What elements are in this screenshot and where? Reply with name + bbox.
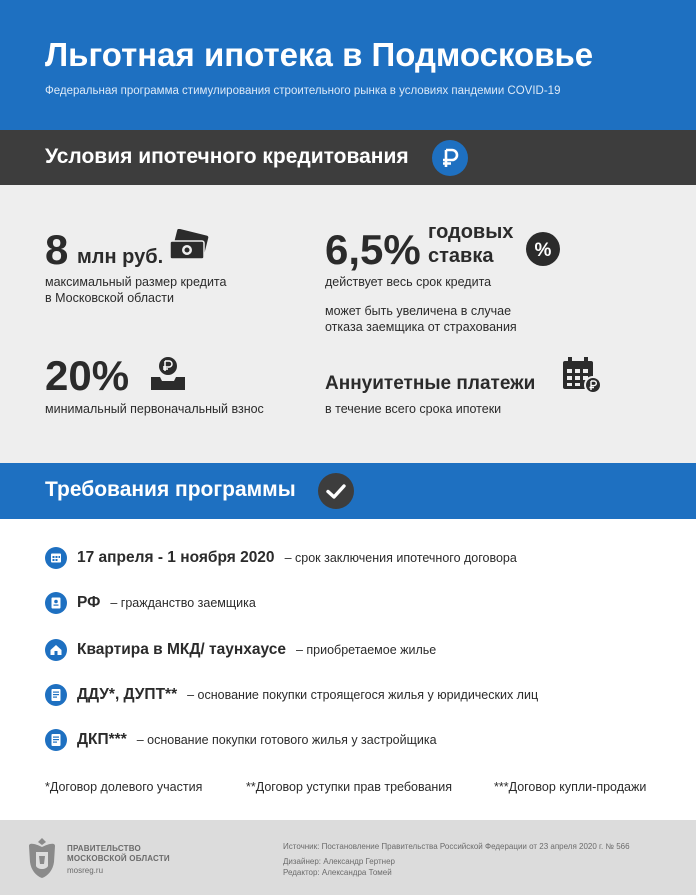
ruble-icon	[432, 140, 468, 176]
requirement-bold: РФ	[77, 594, 101, 611]
requirement-item	[45, 591, 256, 615]
requirement-item	[45, 638, 436, 662]
passport-icon	[45, 592, 67, 614]
requirement-bold: Квартира в МКД/ таунхаусе	[77, 641, 286, 658]
requirement-item	[45, 683, 538, 707]
footer-org-line1: ПРАВИТЕЛЬСТВО	[67, 844, 141, 853]
rate-note-line1: может быть увеличена в случае	[325, 304, 512, 318]
document-icon	[45, 684, 67, 706]
footer-site-link[interactable]: mosreg.ru	[67, 866, 104, 875]
requirement-desc: – приобретаемое жилье	[295, 643, 437, 657]
requirement-item	[45, 728, 437, 752]
ruble-box-icon	[148, 355, 188, 398]
document-icon	[45, 729, 67, 751]
rate-desc: действует весь срок кредита	[325, 275, 492, 289]
page-footer	[0, 820, 696, 895]
money-icon	[168, 229, 214, 272]
loan-amount-value: 8	[45, 226, 69, 273]
footnote-ddu: *Договор долевого участия	[45, 780, 203, 794]
rate-label-line1: годовых	[428, 221, 514, 243]
check-icon	[318, 473, 354, 509]
page-header	[0, 0, 696, 130]
footer-source: Источник: Постановление Правительства Российской Федерации от 23 апреля 2020 г. № 566	[283, 842, 630, 851]
footer-designer: Дизайнер: Александр Гертнер	[283, 857, 395, 866]
footer-org-name	[67, 844, 170, 864]
conditions-section-title: Условия ипотечного кредитования	[45, 145, 409, 168]
payments-value: Аннуитетные платежи	[325, 373, 536, 394]
down-payment-desc: минимальный первоначальный взнос	[45, 402, 264, 416]
rate-note-line2: отказа заемщика от страхования	[325, 320, 517, 334]
conditions-section-bar	[0, 130, 696, 185]
payments-desc: в течение всего срока ипотеки	[325, 402, 502, 416]
requirement-desc: – гражданство заемщика	[110, 596, 256, 610]
rate-value: 6,5%	[325, 226, 421, 273]
requirement-bold: ДДУ*, ДУПТ**	[77, 686, 178, 703]
footnote-dkp: ***Договор купли-продажи	[494, 780, 647, 794]
conditions-panel	[0, 185, 696, 463]
footnote-dupt: **Договор уступки прав требования	[246, 780, 453, 794]
svg-text:%: %	[534, 240, 552, 261]
coat-of-arms-icon	[24, 836, 60, 885]
requirement-bold: 17 апреля - 1 ноября 2020	[77, 549, 275, 566]
requirement-item	[45, 546, 517, 570]
loan-amount-desc-line2: в Московской области	[45, 291, 174, 305]
page-subtitle: Федеральная программа стимулирования строительного рынка в условиях пандемии COVID-19	[45, 85, 561, 97]
footer-editor: Редактор: Александра Томей	[283, 868, 392, 877]
requirement-desc: – основание покупки готового жилья у застройщика	[136, 733, 437, 747]
calendar-ruble-icon	[560, 356, 604, 401]
footer-org-line2: МОСКОВСКОЙ ОБЛАСТИ	[67, 854, 170, 863]
calendar-icon	[45, 547, 67, 569]
requirement-desc: – основание покупки строящегося жилья у юридических лиц	[187, 688, 539, 702]
requirements-section-bar	[0, 463, 696, 519]
down-payment-value: 20%	[45, 352, 130, 399]
page-title: Льготная ипотека в Подмосковье	[45, 36, 594, 73]
requirements-section-title: Требования программы	[45, 478, 296, 501]
loan-amount-desc-line1: максимальный размер кредита	[45, 275, 227, 289]
requirement-bold: ДКП***	[77, 731, 127, 748]
home-icon	[45, 639, 67, 661]
requirement-desc: – срок заключения ипотечного договора	[284, 551, 517, 565]
loan-amount-unit: млн руб.	[77, 246, 164, 268]
percent-icon	[526, 232, 560, 266]
rate-label-line2: ставка	[428, 245, 494, 267]
